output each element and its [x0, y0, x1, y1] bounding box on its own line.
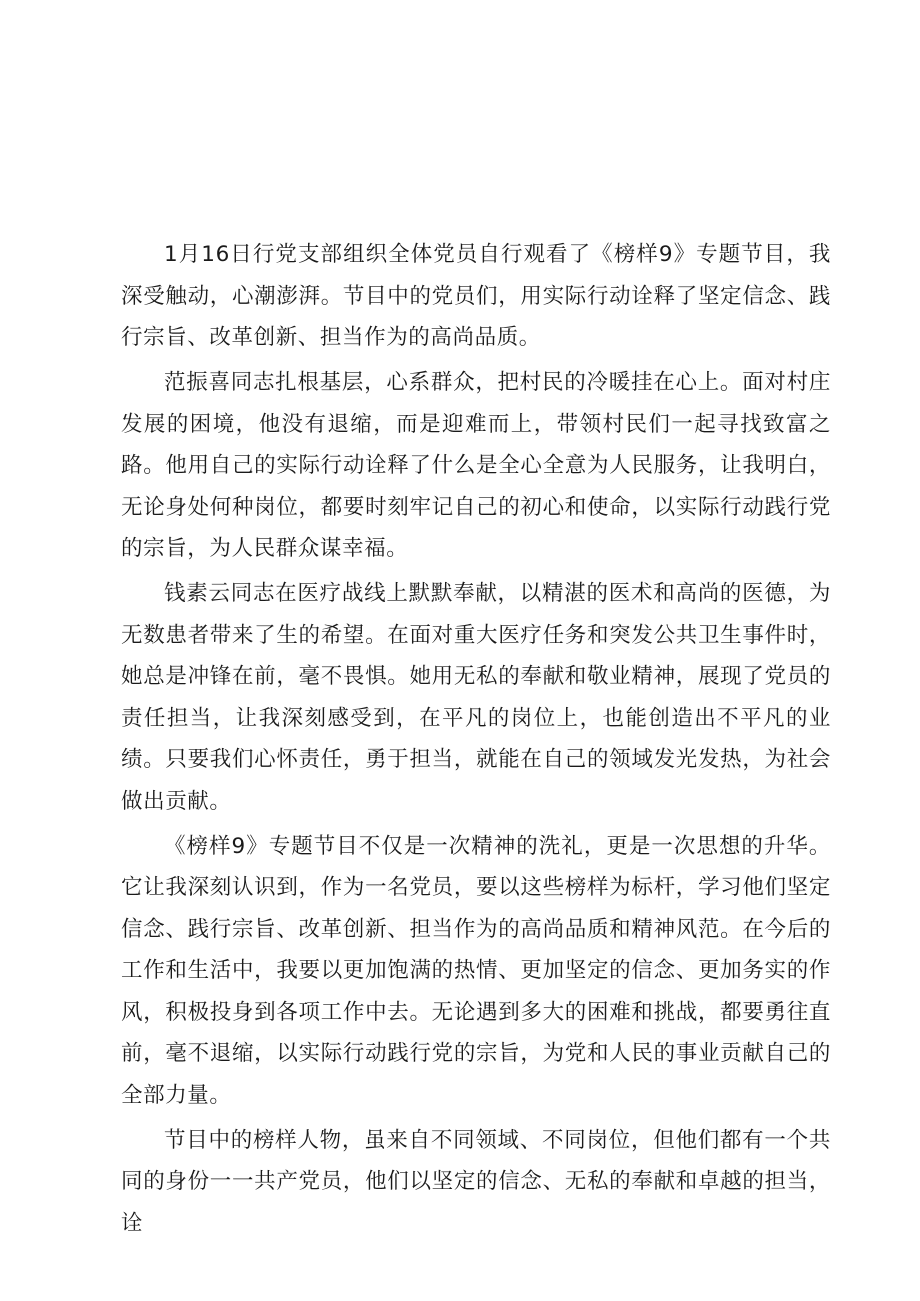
paragraph-1: 1月16日行党支部组织全体党员自行观看了《榜样9》专题节目，我深受触动，心潮澎湃。节目中的党员们，用实际行动诠释了坚定信念、践行宗旨、改革创新、担当作为的高尚品质。 [121, 242, 831, 350]
paragraph-3: 钱素云同志在医疗战线上默默奉献，以精湛的医术和高尚的医德，为无数患者带来了生的希望。在面对重大医疗任务和突发公共卫生事件时，她总是冲锋在前，毫不畏惧。她用无私的奉献和敬业精神，展现了党员的责任担当，让我深刻感受到，在平凡的岗位上，也能创造出不平凡的业绩。只要我们心怀责任，勇于担当，就能在自己的领域发光发热，为社会做出贡献。 [121, 581, 831, 814]
paragraph-2: 范振喜同志扎根基层，心系群众，把村民的冷暖挂在心上。面对村庄发展的困境，他没有退缩，而是迎难而上，带领村民们一起寻找致富之路。他用自己的实际行动诠释了什么是全心全意为人民服务，让我明白，无论身处何种岗位，都要时刻牢记自己的初心和使命，以实际行动践行党的宗旨，为人民群众谋幸福。 [121, 370, 831, 561]
paragraph-5: 节目中的榜样人物，虽来自不同领域、不同岗位，但他们都有一个共同的身份一一共产党员，他们以坚定的信念、无私的奉献和卓越的担当，诠 [121, 1127, 831, 1236]
paragraph-4: 《榜样9》专题节目不仅是一次精神的洗礼，更是一次思想的升华。它让我深刻认识到，作为一名党员，要以这些榜样为标杆，学习他们坚定信念、践行宗旨、改革创新、担当作为的高尚品质和精神风范。在今后的工作和生活中，我要以更加饱满的热情、更加坚定的信念、更加务实的作风，积极投身到各项工作中去。无论遇到多大的困难和挑战，都要勇往直前，毫不退缩，以实际行动践行党的宗旨，为党和人民的事业贡献自己的全部力量。 [121, 833, 831, 1108]
document-body [121, 234, 831, 1248]
